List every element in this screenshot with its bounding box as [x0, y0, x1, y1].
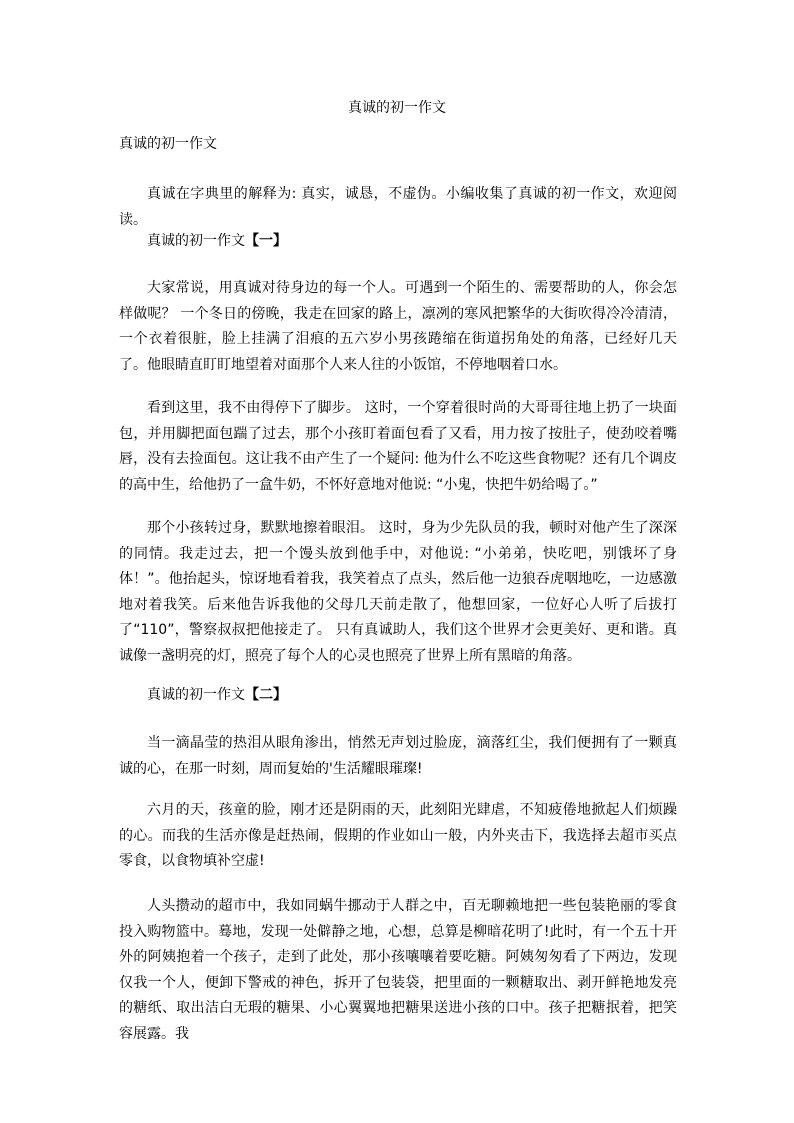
section-2-paragraph-2: 六月的天，孩童的脸，刚才还是阴雨的天，此刻阳光肆虐，不知疲倦地掀起人们烦躁的心。而我的生活亦像是赶热闹，假期的作业如山一般，内外夹击下，我选择去超市买点零食，以食物填补空虚! — [119, 802, 677, 869]
section-1-heading-marker: 【一】 — [245, 233, 287, 249]
section-2-paragraph-3: 人头攒动的超市中，我如同蜗牛挪动于人群之中，百无聊赖地把一些包装艳丽的零食投入购物篮中。蓦地，发现一处僻静之地，心想，总算是柳暗花明了!此时，有一个五十开外的阿姨抱着一个孩子，走到了此处，那小孩嚷嚷着要吃糖。阿姨匆匆看了下两边，发现仅我一个人，便卸下警戒的神色，拆开了包装袋，把里面的一颗糖取出、剥开鲜艳地发亮的糖纸、取出洁白无瑕的糖果、小心翼翼地把糖果送进小孩的口中。孩子把糖抿着，把笑容展露。我 — [119, 898, 677, 1042]
section-1-heading — [119, 229, 677, 255]
section-2-heading-text: 真诚的初一作文 — [147, 687, 245, 703]
section-2-heading-marker: 【二】 — [245, 687, 287, 703]
intro-paragraph: 真诚在字典里的解释为: 真实，诚恳，不虚伪。小编收集了真诚的初一作文，欢迎阅读。 — [119, 186, 677, 228]
document-subtitle: 真诚的初一作文 — [119, 136, 217, 152]
section-2-heading — [119, 683, 677, 709]
section-1-paragraph-3: 那个小孩转过身，默默地擦着眼泪。 这时，身为少先队员的我，顿时对他产生了深深的同情。我走过去，把一个馒头放到他手中，对他说: “小弟弟，快吃吧，别饿坏了身体！”。他抬起头，惊讶地看着我，我笑着点了点头，然后他一边狼吞虎咽地吃，一边感激地对着我笑。后来他告诉我他的父母几天前走散了，他想回家，一位好心人听了后拔打了“110”，警察叔叔把他接走了。 只有真诚助人，我们这个世界才会更美好、更和谐。真诚像一盏明亮的灯，照亮了每个人的心灵也照亮了世界上所有黑暗的角落。 — [119, 520, 677, 664]
section-2-paragraph-1: 当一滴晶莹的热泪从眼角渗出，悄然无声划过脸庞，滴落红尘，我们便拥有了一颗真诚的心，在那一时刻，周而复始的'生活耀眼璀璨! — [119, 735, 677, 777]
section-1-heading-text: 真诚的初一作文 — [147, 233, 245, 249]
section-1-paragraph-1: 大家常说，用真诚对待身边的每一个人。可遇到一个陌生的、需要帮助的人，你会怎样做呢？ 一个冬日的傍晚，我走在回家的路上，凛冽的寒风把繁华的大街吹得冷冷清清，一个衣着很脏，脸上挂满了泪痕的五六岁小男孩踡缩在街道拐角处的角落，已经好几天了。他眼睛直盯盯地望着对面那个人来人往的小饭馆，不停地咽着口水。 — [119, 280, 677, 373]
document-title: 真诚的初一作文 — [348, 100, 446, 116]
section-1-paragraph-2: 看到这里，我不由得停下了脚步。 这时，一个穿着很时尚的大哥哥往地上扔了一块面包，并用脚把面包踹了过去，那个小孩盯着面包看了又看，用力按了按肚子，使劲咬着嘴唇，没有去捡面包。这让我不由产生了一个疑问: 他为什么不吃这些食物呢？还有几个调皮的高中生，给他扔了一盒牛奶，不怀好意地对他说: “小鬼，快把牛奶给喝了。” — [119, 400, 677, 493]
